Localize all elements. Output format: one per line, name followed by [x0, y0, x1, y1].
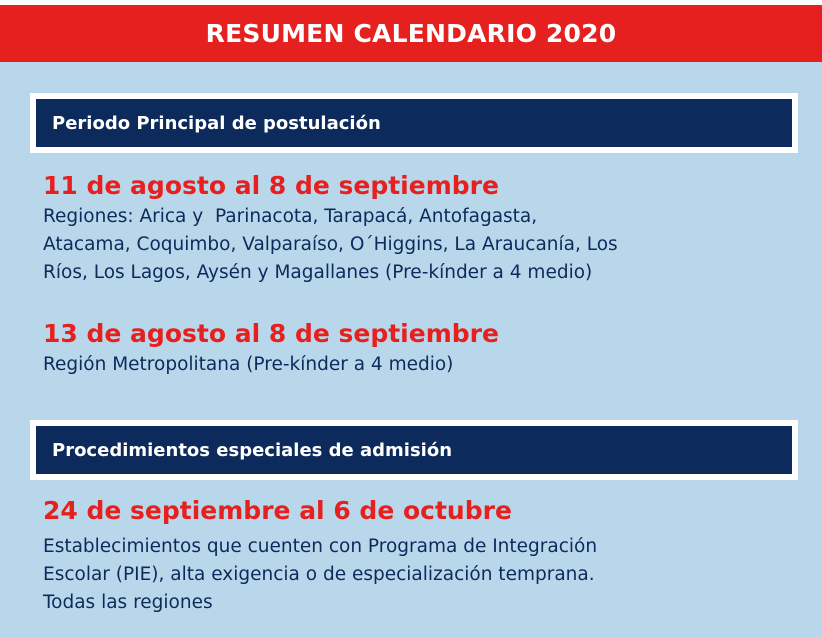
entry-description-1	[43, 203, 813, 287]
section-header-principal-box	[36, 99, 792, 147]
entry-description-2	[43, 351, 813, 379]
entry-description-1-line-2: Atacama, Coquimbo, Valparaíso, O´Higgins, La Araucanía, Los	[43, 234, 618, 255]
entry-date-1: 11 de agosto al 8 de septiembre	[43, 171, 499, 200]
calendar-entry-2	[43, 318, 813, 379]
section-header-especiales-box	[36, 426, 792, 474]
section-header-principal-label: Periodo Principal de postulación	[52, 112, 381, 134]
section-header-especiales-label: Procedimientos especiales de admisión	[52, 439, 453, 461]
entry-description-3-line-2: Escolar (PIE), alta exigencia o de especialización temprana.	[43, 564, 595, 585]
entry-description-3-line-3: Todas las regiones	[43, 592, 213, 613]
entry-description-2-line-1: Región Metropolitana (Pre-kínder a 4 medio)	[43, 354, 454, 375]
entry-description-3	[43, 533, 813, 617]
title-banner	[0, 5, 822, 62]
entry-description-3-line-1: Establecimientos que cuenten con Programa de Integración	[43, 536, 598, 557]
calendar-entry-3	[43, 495, 813, 617]
section-header-especiales	[30, 420, 798, 480]
calendar-entry-1	[43, 170, 813, 287]
section-header-principal	[30, 93, 798, 153]
entry-description-1-line-1: Regiones: Arica y Parinacota, Tarapacá, Antofagasta,	[43, 206, 538, 227]
entry-description-1-line-3: Ríos, Los Lagos, Aysén y Magallanes (Pre-kínder a 4 medio)	[43, 262, 593, 283]
entry-date-2: 13 de agosto al 8 de septiembre	[43, 319, 499, 348]
entry-date-3: 24 de septiembre al 6 de octubre	[43, 496, 512, 525]
page-title: RESUMEN CALENDARIO 2020	[205, 19, 617, 48]
